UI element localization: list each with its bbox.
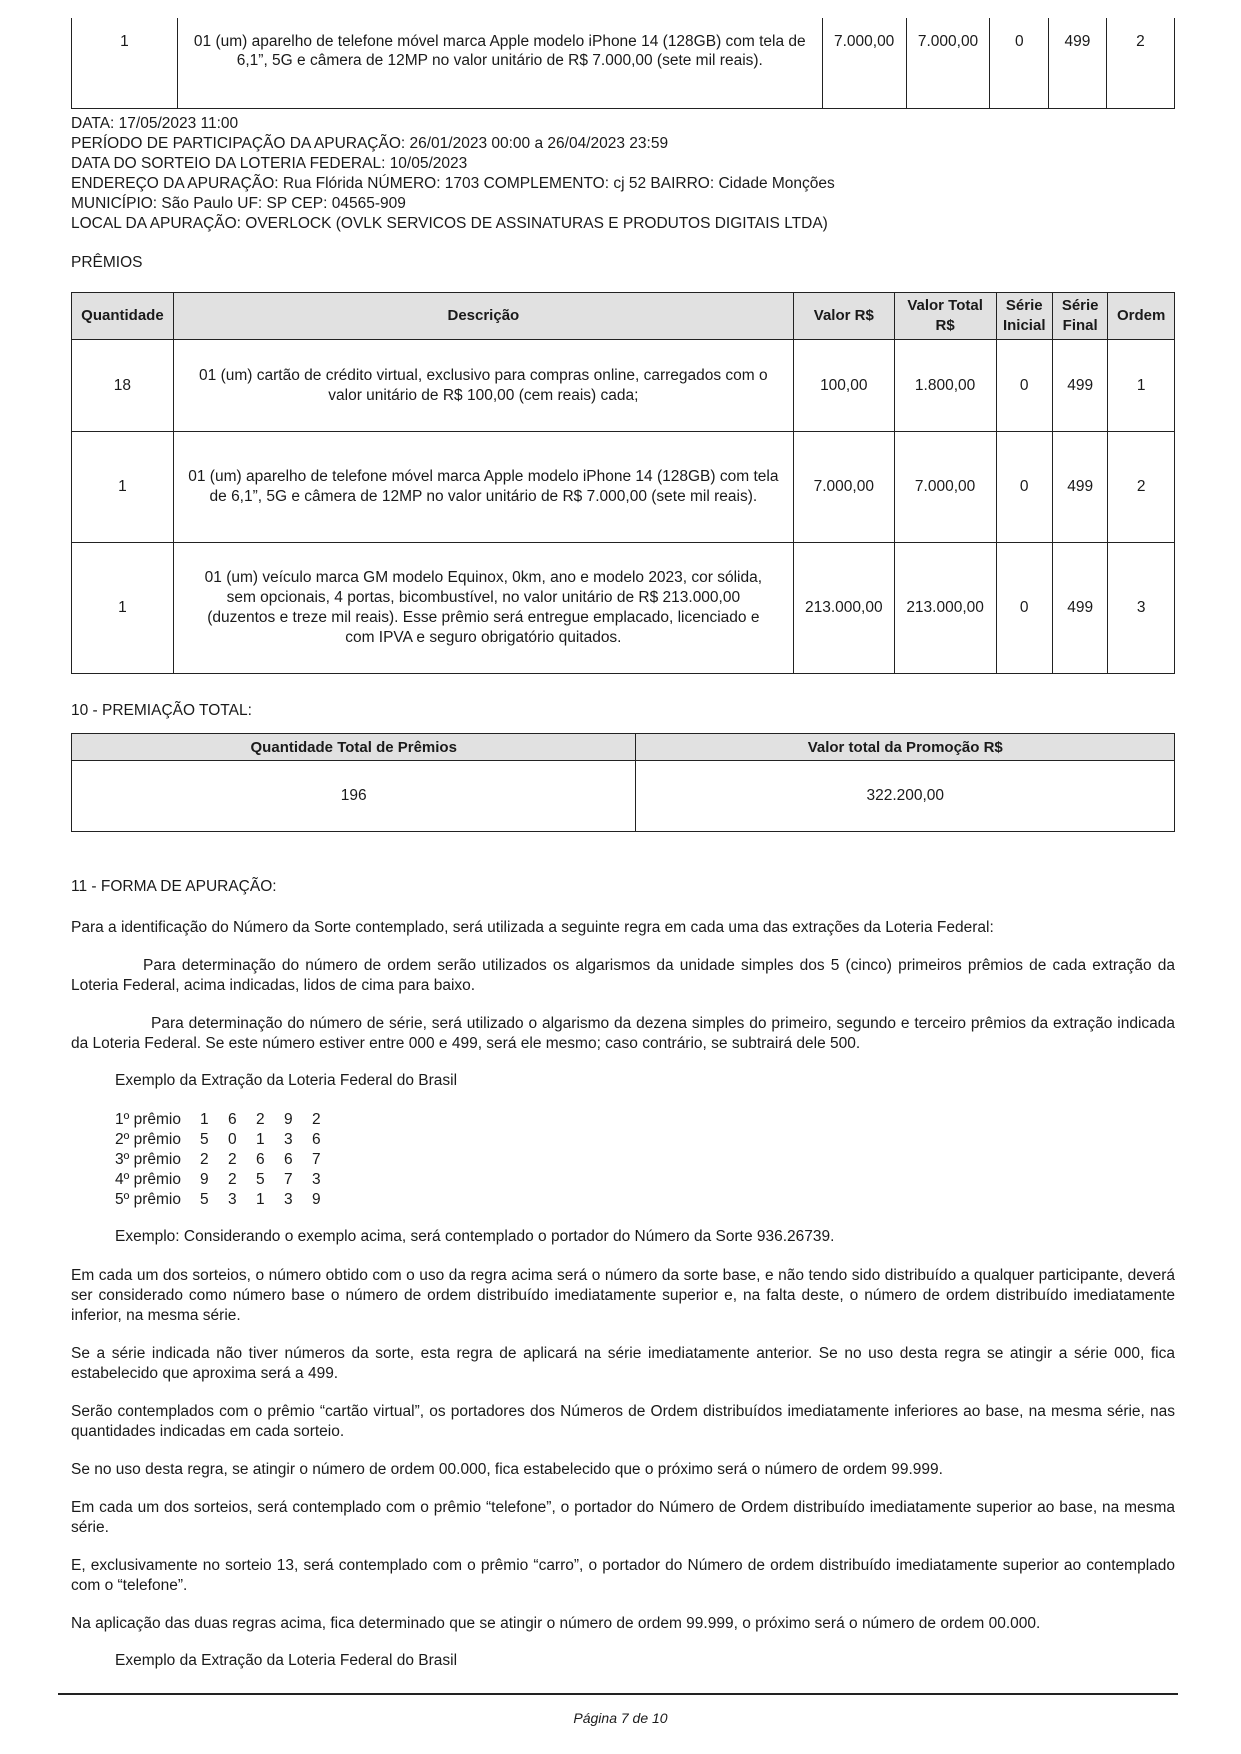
digit: 9 bbox=[200, 1171, 209, 1188]
table-header-row bbox=[72, 734, 1175, 761]
serie-rule-paragraph: Para determinação do número de série, será utilizado o algarismo da dezena simples do primeiro, segundo e terceiro prêmios da extração indicada da Loteria Federal. Se este número estiver entre 000 e 499, será ele mesmo; caso contrário, se subtrairá dele 500. bbox=[71, 1015, 1175, 1052]
prize-table bbox=[71, 292, 1175, 674]
cell-quantidade: 1 bbox=[72, 432, 174, 543]
header-valor-total: Valor Total R$ bbox=[894, 293, 996, 340]
table-row bbox=[115, 1150, 340, 1170]
table-row bbox=[115, 1130, 340, 1150]
premios-label: PRÊMIOS bbox=[71, 254, 143, 271]
digit: 2 bbox=[312, 1111, 321, 1128]
cell-valor: 7.000,00 bbox=[793, 432, 894, 543]
table-row bbox=[115, 1170, 340, 1190]
prize-label: 3º prêmio bbox=[115, 1151, 181, 1168]
digit: 2 bbox=[256, 1111, 265, 1128]
cell-serie-final: 499 bbox=[1052, 432, 1107, 543]
cell-quantidade: 1 bbox=[72, 18, 178, 109]
info-local: LOCAL DA APURAÇÃO: OVERLOCK (OVLK SERVICOS DE ASSINATURAS E PRODUTOS DIGITAIS LTDA) bbox=[71, 215, 828, 232]
cell-ordem: 1 bbox=[1108, 340, 1175, 432]
cell-serie-inicial: 0 bbox=[990, 18, 1049, 109]
digit: 6 bbox=[256, 1151, 265, 1168]
table-row bbox=[72, 18, 1175, 109]
header-ordem: Ordem bbox=[1108, 293, 1175, 340]
digit: 0 bbox=[228, 1131, 237, 1148]
rule-paragraph: E, exclusivamente no sorteio 13, será contemplado com o prêmio “carro”, o portador do Número de ordem distribuído imediatamente superior ao contemplado com o “telefone”. bbox=[71, 1557, 1175, 1594]
example-result: Exemplo: Considerando o exemplo acima, será contemplado o portador do Número da Sorte 936.26739. bbox=[115, 1228, 835, 1245]
table-header-row bbox=[72, 293, 1175, 340]
cell-quantidade: 18 bbox=[72, 340, 174, 432]
page-number: Página 7 de 10 bbox=[573, 1710, 668, 1726]
digit: 6 bbox=[228, 1111, 237, 1128]
header-descricao: Descrição bbox=[173, 293, 793, 340]
lottery-example-table bbox=[115, 1110, 340, 1210]
digit: 1 bbox=[256, 1191, 265, 1208]
prize-table-continued bbox=[71, 18, 1175, 109]
cell-descricao: 01 (um) aparelho de telefone móvel marca Apple modelo iPhone 14 (128GB) com tela de 6,1”, 5G e câmera de 12MP no valor unitário de R$ 7.000,00 (sete mil reais). bbox=[173, 432, 793, 543]
info-municipio: MUNICÍPIO: São Paulo UF: SP CEP: 04565-909 bbox=[71, 195, 406, 212]
info-periodo: PERÍODO DE PARTICIPAÇÃO DA APURAÇÃO: 26/01/2023 00:00 a 26/04/2023 23:59 bbox=[71, 135, 669, 152]
digit: 7 bbox=[284, 1171, 293, 1188]
apuracao-info bbox=[71, 114, 835, 234]
info-endereco: ENDEREÇO DA APURAÇÃO: Rua Flórida NÚMERO: 1703 COMPLEMENTO: cj 52 BAIRRO: Cidade Monções bbox=[71, 175, 835, 192]
header-quantidade: Quantidade bbox=[72, 293, 174, 340]
header-serie-final: Série Final bbox=[1052, 293, 1107, 340]
cell-serie-final: 499 bbox=[1052, 543, 1107, 674]
rule-paragraph: Em cada um dos sorteios, o número obtido com o uso da regra acima será o número da sorte base, e não tendo sido distribuído a qualquer participante, deverá ser considerado como número base o número de ordem distribuído imediatamente superior e, na falta deste, o número de ordem distribuído imediatamente inferior, na mesma série. bbox=[71, 1267, 1175, 1324]
digit: 2 bbox=[228, 1171, 237, 1188]
rule-paragraph: Se a série indicada não tiver números da sorte, esta regra de aplicará na série imediatamente anterior. Se no uso desta regra se atingir a série 000, fica estabelecido que aproxima será a 499. bbox=[71, 1345, 1175, 1382]
example-title: Exemplo da Extração da Loteria Federal do Brasil bbox=[115, 1072, 458, 1089]
cell-valor-total: 7.000,00 bbox=[894, 432, 996, 543]
cell-quantidade-total: 196 bbox=[72, 761, 636, 832]
digit: 2 bbox=[228, 1151, 237, 1168]
digit: 5 bbox=[256, 1171, 265, 1188]
rule-paragraph: Em cada um dos sorteios, será contemplado com o prêmio “telefone”, o portador do Número de Ordem distribuído imediatamente superior ao base, na mesma série. bbox=[71, 1499, 1175, 1536]
cell-descricao: 01 (um) cartão de crédito virtual, exclusivo para compras online, carregados com o valor unitário de R$ 100,00 (cem reais) cada; bbox=[173, 340, 793, 432]
table-row bbox=[72, 340, 1175, 432]
digit: 1 bbox=[256, 1131, 265, 1148]
cell-serie-inicial: 0 bbox=[996, 432, 1052, 543]
prize-label: 4º prêmio bbox=[115, 1171, 181, 1188]
cell-valor: 213.000,00 bbox=[793, 543, 894, 674]
table-row bbox=[72, 432, 1175, 543]
table-row bbox=[72, 761, 1175, 832]
digit: 9 bbox=[312, 1191, 321, 1208]
cell-serie-final: 499 bbox=[1049, 18, 1107, 109]
rule-paragraph: Na aplicação das duas regras acima, fica determinado que se atingir o número de ordem 99.999, o próximo será o número de ordem 00.000. bbox=[71, 1615, 1041, 1632]
info-data-sorteio: DATA DO SORTEIO DA LOTERIA FEDERAL: 10/05/2023 bbox=[71, 155, 468, 172]
cell-ordem: 2 bbox=[1108, 432, 1175, 543]
cell-valor-total: 7.000,00 bbox=[906, 18, 990, 109]
prize-label: 1º prêmio bbox=[115, 1111, 181, 1128]
digit: 9 bbox=[284, 1111, 293, 1128]
rule-paragraph: Se no uso desta regra, se atingir o número de ordem 00.000, fica estabelecido que o próximo será o número de ordem 99.999. bbox=[71, 1461, 943, 1478]
cell-serie-inicial: 0 bbox=[996, 543, 1052, 674]
cell-serie-final: 499 bbox=[1052, 340, 1107, 432]
premiacao-total-label: 10 - PREMIAÇÃO TOTAL: bbox=[71, 702, 252, 719]
cell-valor: 7.000,00 bbox=[822, 18, 906, 109]
footer-divider bbox=[58, 1693, 1178, 1695]
digit: 5 bbox=[200, 1191, 209, 1208]
digit: 5 bbox=[200, 1131, 209, 1148]
digit: 3 bbox=[284, 1131, 293, 1148]
header-valor: Valor R$ bbox=[793, 293, 894, 340]
cell-descricao: 01 (um) aparelho de telefone móvel marca Apple modelo iPhone 14 (128GB) com tela de 6,1”, 5G e câmera de 12MP no valor unitário de R$ 7.000,00 (sete mil reais). bbox=[177, 18, 822, 109]
header-quantidade-total: Quantidade Total de Prêmios bbox=[72, 734, 636, 761]
cell-valor: 100,00 bbox=[793, 340, 894, 432]
table-row bbox=[72, 543, 1175, 674]
premiacao-total-table bbox=[71, 733, 1175, 832]
cell-quantidade: 1 bbox=[72, 543, 174, 674]
prize-label: 2º prêmio bbox=[115, 1131, 181, 1148]
info-data: DATA: 17/05/2023 11:00 bbox=[71, 115, 239, 132]
cell-valor-total: 1.800,00 bbox=[894, 340, 996, 432]
digit: 3 bbox=[312, 1171, 321, 1188]
digit: 7 bbox=[312, 1151, 321, 1168]
cell-descricao: 01 (um) veículo marca GM modelo Equinox, 0km, ano e modelo 2023, cor sólida, sem opcionais, 4 portas, bicombustível, no valor unitário de R$ 213.000,00 (duzentos e treze mil reais). Esse prêmio será entregue emplacado, licenciado e com IPVA e seguro obrigatório quitados. bbox=[173, 543, 793, 674]
digit: 6 bbox=[312, 1131, 321, 1148]
forma-apuracao-intro: Para a identificação do Número da Sorte contemplado, será utilizada a seguinte regra em cada uma das extrações da Loteria Federal: bbox=[71, 919, 994, 936]
cell-serie-inicial: 0 bbox=[996, 340, 1052, 432]
rule-paragraph: Serão contemplados com o prêmio “cartão virtual”, os portadores dos Números de Ordem distribuídos imediatamente inferiores ao base, na mesma série, nas quantidades indicadas em cada sorteio. bbox=[71, 1403, 1175, 1440]
ordem-rule-paragraph: Para determinação do número de ordem serão utilizados os algarismos da unidade simples dos 5 (cinco) primeiros prêmios de cada extração da Loteria Federal, acima indicadas, lidos de cima para baixo. bbox=[71, 957, 1175, 994]
prize-label: 5º prêmio bbox=[115, 1191, 181, 1208]
cell-ordem: 3 bbox=[1108, 543, 1175, 674]
digit: 3 bbox=[284, 1191, 293, 1208]
header-serie-inicial: Série Inicial bbox=[996, 293, 1052, 340]
forma-apuracao-label: 11 - FORMA DE APURAÇÃO: bbox=[71, 878, 277, 895]
cell-valor-total-promocao: 322.200,00 bbox=[636, 761, 1175, 832]
table-row bbox=[115, 1190, 340, 1210]
digit: 2 bbox=[200, 1151, 209, 1168]
example-title-2: Exemplo da Extração da Loteria Federal do Brasil bbox=[115, 1652, 458, 1669]
header-valor-total-promocao: Valor total da Promoção R$ bbox=[636, 734, 1175, 761]
digit: 6 bbox=[284, 1151, 293, 1168]
cell-ordem: 2 bbox=[1106, 18, 1174, 109]
cell-valor-total: 213.000,00 bbox=[894, 543, 996, 674]
digit: 3 bbox=[228, 1191, 237, 1208]
table-row bbox=[115, 1110, 340, 1130]
digit: 1 bbox=[200, 1111, 209, 1128]
